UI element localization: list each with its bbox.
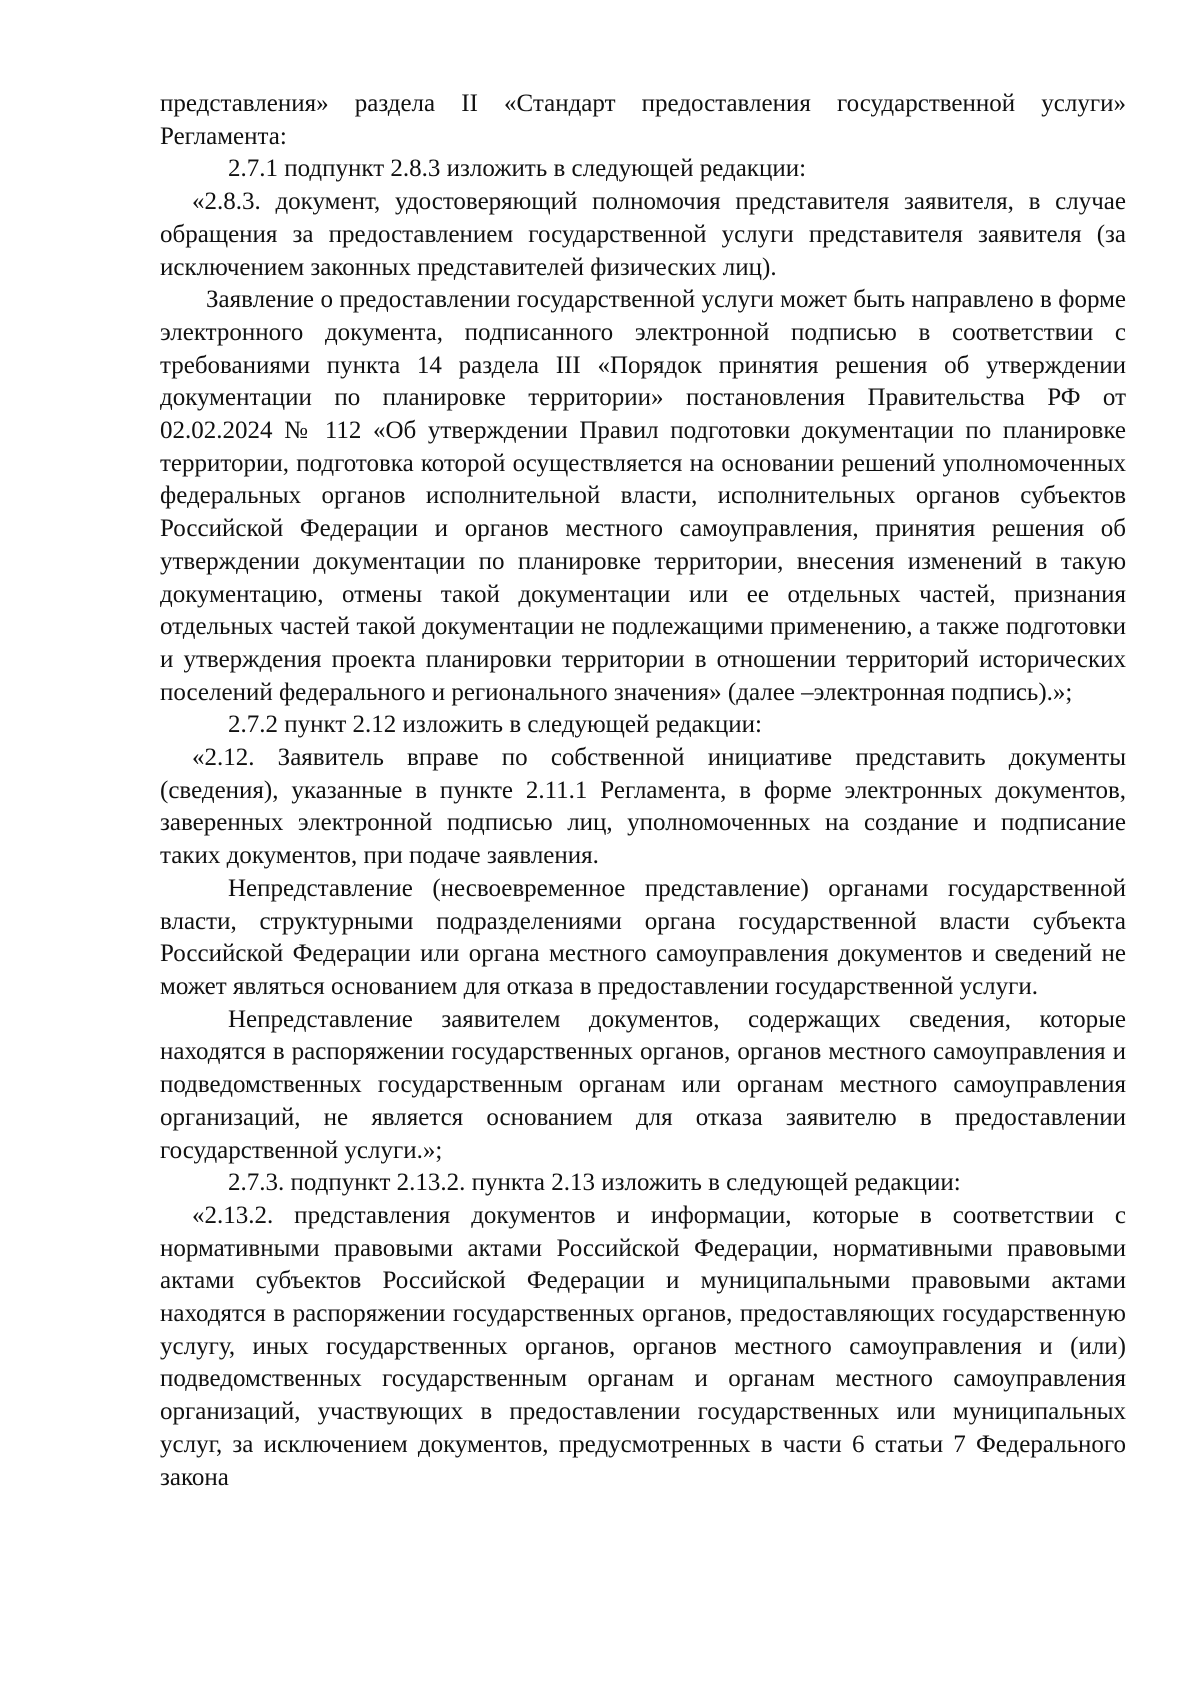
paragraph-section-reference: представления» раздела II «Стандарт предоставления государственной услуги» Регламента: <box>160 90 1126 150</box>
document-body <box>160 88 1126 1494</box>
paragraph-2-12: «2.12. Заявитель вправе по собственной инициативе представить документы (сведения), указанные в пункте 2.11.1 Регламента, в форме электронных документов, заверенных электронной подписью лиц, уполномоченных на создание и подписание таких документов, при подаче заявления. <box>160 744 1126 870</box>
paragraph-nonsubmission-applicant: Непредставление заявителем документов, содержащих сведения, которые находятся в распоряжении государственных органов, органов местного самоуправления и подведомственных государственным органам или органам местного самоуправления организаций, не является основанием для отказа заявителю в предоставлении государственной услуги.»; <box>160 1005 1126 1164</box>
paragraph-nonsubmission-authorities: Непредставление (несвоевременное представление) органами государственной власти, структурными подразделениями органа государственной власти субъекта Российской Федерации или органа местного самоуправления документов и сведений не может являться основанием для отказа в предоставлении государственной услуги. <box>160 874 1126 1000</box>
paragraph-application-electronic: Заявление о предоставлении государственной услуги может быть направлено в форме электронного документа, подписанного электронной подписью в соответствии с требованиями пункта 14 раздела III «Порядок принятия решения об утверждении документации по планировке территории» постановления Правительства РФ от 02.02.2024 № 112 «Об утверждении Правил подготовки документации по планировке территории, подготовка которой осуществляется на основании решений уполномоченных федеральных органов исполнительной власти, исполнительных органов субъектов Российской Федерации и органов местного самоуправления, принятия решения об утверждении документации по планировке территории, внесения изменений в такую документацию, отмены такой документации или ее отдельных частей, признания отдельных частей такой документации не подлежащими применению, а также подготовки и утверждения проекта планировки территории в отношении территорий исторических поселений федерального и регионального значения» (далее –электронная подпись).»; <box>160 286 1126 706</box>
paragraph-2-8-3: «2.8.3. документ, удостоверяющий полномочия представителя заявителя, в случае обращения за предоставлением государственной услуги представителя заявителя (за исключением законных представителей физических лиц). <box>160 188 1126 281</box>
paragraph-2-13-2: «2.13.2. представления документов и информации, которые в соответствии с нормативными правовыми актами Российской Федерации, нормативными правовыми актами субъектов Российской Федерации и муниципальными правовыми актами находятся в распоряжении государственных органов, предоставляющих государственную услугу, иных государственных органов, органов местного самоуправления и (или) подведомственных государственным органам и органам местного самоуправления организаций, участвующих в предоставлении государственных или муниципальных услуг, за исключением документов, предусмотренных в части 6 статьи 7 Федерального закона <box>160 1201 1126 1491</box>
paragraph-item-2-7-1: 2.7.1 подпункт 2.8.3 изложить в следующей редакции: <box>228 155 807 183</box>
paragraph-item-2-7-2: 2.7.2 пункт 2.12 изложить в следующей редакции: <box>228 711 762 739</box>
paragraph-item-2-7-3: 2.7.3. подпункт 2.13.2. пункта 2.13 изложить в следующей редакции: <box>228 1169 961 1197</box>
